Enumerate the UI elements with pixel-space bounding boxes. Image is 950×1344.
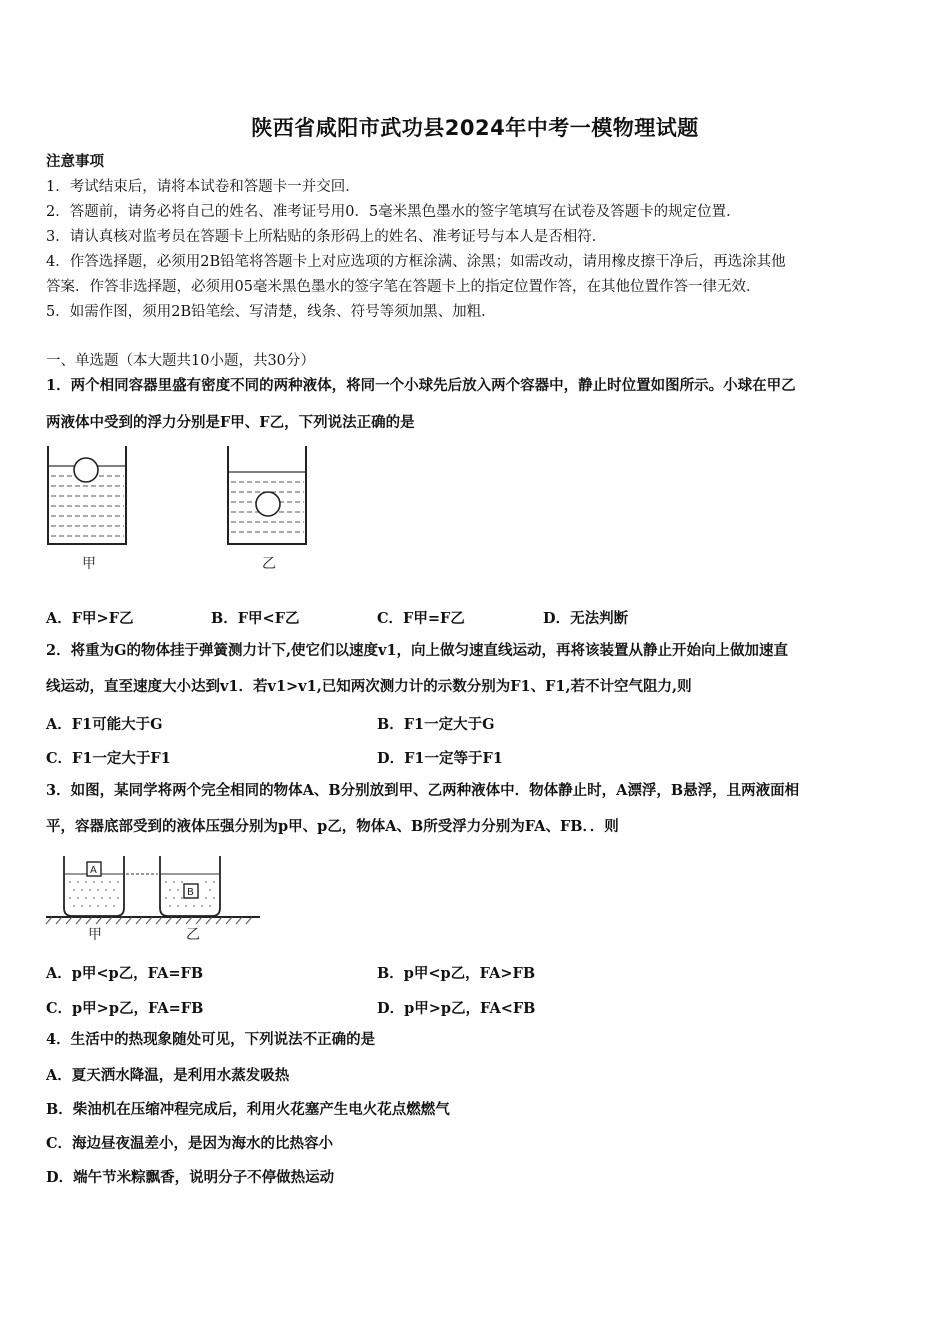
fig-label-yi: 乙 <box>186 927 200 943</box>
q4-stem: 4．生活中的热现象随处可见，下列说法不正确的是 <box>46 1031 376 1048</box>
q2-stem-line2: 线运动，直至速度大小达到v1．若v1>v1,已知两次测力计的示数分别为F1、F1,若不计空气阻力,则 <box>46 678 692 695</box>
q1-stem-line2: 两液体中受到的浮力分别是F甲、F乙，下列说法正确的是 <box>46 414 415 431</box>
q1-option-c[interactable]: C．F甲=F乙 <box>377 610 465 627</box>
q1-stem-line1: 1．两个相同容器里盛有密度不同的两种液体，将同一个小球先后放入两个容器中，静止时位置如图所示。小球在甲乙 <box>46 377 796 394</box>
block-b-label: B <box>187 887 194 898</box>
notice-item: 1．考试结束后，请将本试卷和答题卡一并交回． <box>46 179 360 195</box>
notice-item: 4．作答选择题，必须用2B铅笔将答题卡上对应选项的方框涂满、涂黑；如需改动，请用橡皮擦干净后，再选涂其他 <box>46 254 786 270</box>
q3-stem-line2: 平，容器底部受到的液体压强分别为p甲、p乙，物体A、B所受浮力分别为FA、FB．．则 <box>46 818 619 835</box>
q2-option-a[interactable]: A．F1可能大于G <box>46 716 163 733</box>
q3-option-d[interactable]: D．p甲>p乙，FA<FB <box>377 1000 536 1017</box>
q1-figure <box>40 440 340 580</box>
notice-item: 答案．作答非选择题，必须用05毫米黑色墨水的签字笔在答题卡上的指定位置作答，在其他位置作答一律无效． <box>46 279 761 295</box>
q3-figure <box>46 850 276 945</box>
q2-stem-line1: 2．将重为G的物体挂于弹簧测力计下,使它们以速度v1，向上做匀速直线运动，再将该装置从静止开始向上做加速直 <box>46 642 789 659</box>
q2-option-c[interactable]: C．F1一定大于F1 <box>46 750 171 767</box>
q3-stem-line1: 3．如图，某同学将两个完全相同的物体A、B分别放到甲、乙两种液体中．物体静止时，A漂浮，B悬浮，且两液面相 <box>46 782 800 799</box>
container-yi <box>160 856 220 943</box>
block-a-label: A <box>90 865 97 876</box>
container-jia <box>64 856 124 943</box>
q4-option-d[interactable]: D．端午节米粽飘香，说明分子不停做热运动 <box>46 1169 335 1186</box>
q1-option-b[interactable]: B．F甲<F乙 <box>211 610 300 627</box>
q3-option-a[interactable]: A．p甲<p乙，FA=FB <box>46 965 204 982</box>
notice-heading: 注意事项 <box>46 153 104 170</box>
q4-option-a[interactable]: A．夏天洒水降温，是利用水蒸发吸热 <box>46 1067 290 1084</box>
q3-option-b[interactable]: B．p甲<p乙，FA>FB <box>377 965 536 982</box>
q2-option-b[interactable]: B．F1一定大于G <box>377 716 495 733</box>
section-heading: 一、单选题（本大题共10小题，共30分） <box>46 353 315 369</box>
q2-option-d[interactable]: D．F1一定等于F1 <box>377 750 503 767</box>
container-yi <box>228 446 306 572</box>
fig-label-yi: 乙 <box>262 556 276 572</box>
q1-option-d[interactable]: D．无法判断 <box>543 610 629 627</box>
q4-option-c[interactable]: C．海边昼夜温差小，是因为海水的比热容小 <box>46 1135 334 1152</box>
fig-label-jia: 甲 <box>88 927 102 943</box>
page-title: 陕西省咸阳市武功县2024年中考一模物理试题 <box>251 116 699 140</box>
q3-option-c[interactable]: C．p甲>p乙，FA=FB <box>46 1000 204 1017</box>
fig-label-jia: 甲 <box>82 556 96 572</box>
q1-option-a[interactable]: A．F甲>F乙 <box>46 610 134 627</box>
container-jia <box>48 446 126 572</box>
notice-item: 2．答题前，请务必将自己的姓名、准考证号用0．5毫米黑色墨水的签字笔填写在试卷及答题卡的规定位置． <box>46 204 741 220</box>
q4-option-b[interactable]: B．柴油机在压缩冲程完成后，利用火花塞产生电火花点燃燃气 <box>46 1101 450 1118</box>
notice-item: 5．如需作图，须用2B铅笔绘、写清楚，线条、符号等须加黑、加粗． <box>46 304 496 320</box>
notice-item: 3．请认真核对监考员在答题卡上所粘贴的条形码上的姓名、准考证号与本人是否相符． <box>46 229 607 245</box>
